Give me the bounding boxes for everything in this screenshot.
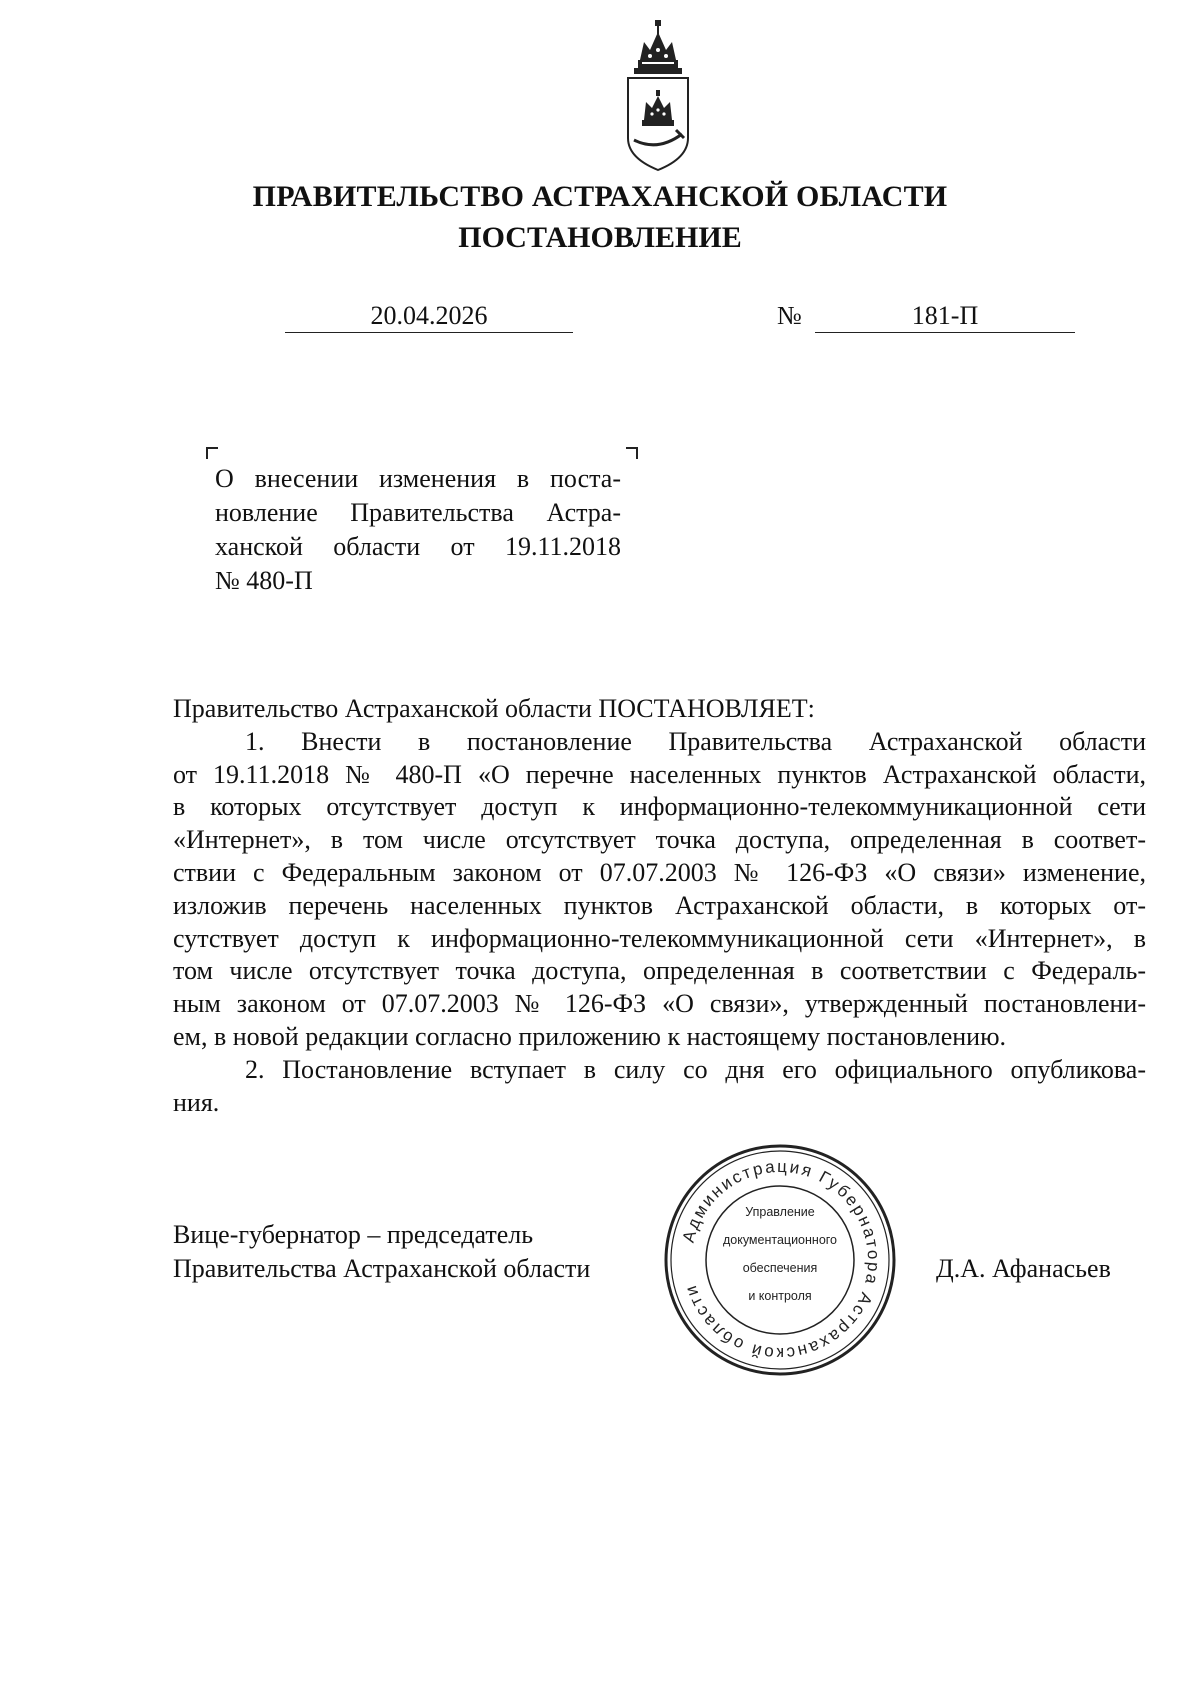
subject-line: новление Правительства Астра- — [215, 498, 621, 527]
organization-title: ПРАВИТЕЛЬСТВО АСТРАХАНСКОЙ ОБЛАСТИ — [252, 180, 948, 213]
body-preamble: Правительство Астраханской области ПОСТАНОВЛЯЕТ: — [173, 694, 815, 723]
subject-line: ханской области от 19.11.2018 — [215, 532, 621, 561]
signatory-name: Д.А. Афанасьев — [936, 1254, 1111, 1283]
body-line: ным законом от 07.07.2003 № 126-ФЗ «О связи», утвержденный постановлени- — [173, 989, 1146, 1019]
body-line: «Интернет», в том числе отсутствует точка доступа, определенная в соответ- — [173, 825, 1146, 855]
official-seal — [660, 1140, 900, 1380]
signatory-position-line: Правительства Астраханской области — [173, 1254, 591, 1283]
document-type: ПОСТАНОВЛЕНИЕ — [458, 221, 742, 254]
subject-corner-mark-right — [626, 447, 638, 459]
body-line: том числе отсутствует точка доступа, определенная в соответствии с Федераль- — [173, 956, 1146, 986]
seal-inner-line: документационного — [722, 1233, 838, 1247]
document-body — [173, 693, 1146, 1119]
seal-inner-line: обеспечения — [742, 1261, 818, 1275]
body-line: 2. Постановление вступает в силу со дня его официального опубликова- — [245, 1054, 1146, 1084]
subject-line: № 480-П — [215, 566, 313, 595]
seal-inner-line: и контроля — [748, 1289, 812, 1303]
coat-of-arms-emblem — [620, 20, 696, 172]
seal-inner-line: Управление — [745, 1205, 815, 1219]
body-line: от 19.11.2018 № 480-П «О перечне населенных пунктов Астраханской области, — [173, 759, 1146, 789]
body-line: сутствует доступ к информационно-телекоммуникационной сети «Интернет», в — [173, 923, 1146, 953]
signatory-position-line: Вице-губернатор – председатель — [173, 1220, 534, 1249]
subject-corner-mark-left — [206, 447, 218, 459]
document-number: 181-П — [815, 300, 1075, 333]
body-line: ния. — [173, 1087, 220, 1117]
subject-line: О внесении изменения в поста- — [215, 464, 621, 493]
body-line: ем, в новой редакции согласно приложению к настоящему постановлению. — [173, 1021, 1007, 1051]
seal-ring-text: Администрация Губернатора Астраханской области — [678, 1156, 884, 1364]
body-line: ствии с Федеральным законом от 07.07.2003 № 126-ФЗ «О связи» изменение, — [173, 857, 1146, 887]
signatory-position — [173, 1218, 590, 1286]
body-line: 1. Внести в постановление Правительства Астраханской области — [245, 726, 1146, 756]
document-subject — [215, 462, 621, 598]
body-line: в которых отсутствует доступ к информационно-телекоммуникационной сети — [173, 792, 1146, 822]
number-sign: № — [777, 301, 802, 330]
document-date: 20.04.2026 — [285, 300, 573, 333]
body-line: изложив перечень населенных пунктов Астраханской области, в которых от- — [173, 890, 1146, 920]
seal-inner-text — [714, 1198, 846, 1310]
